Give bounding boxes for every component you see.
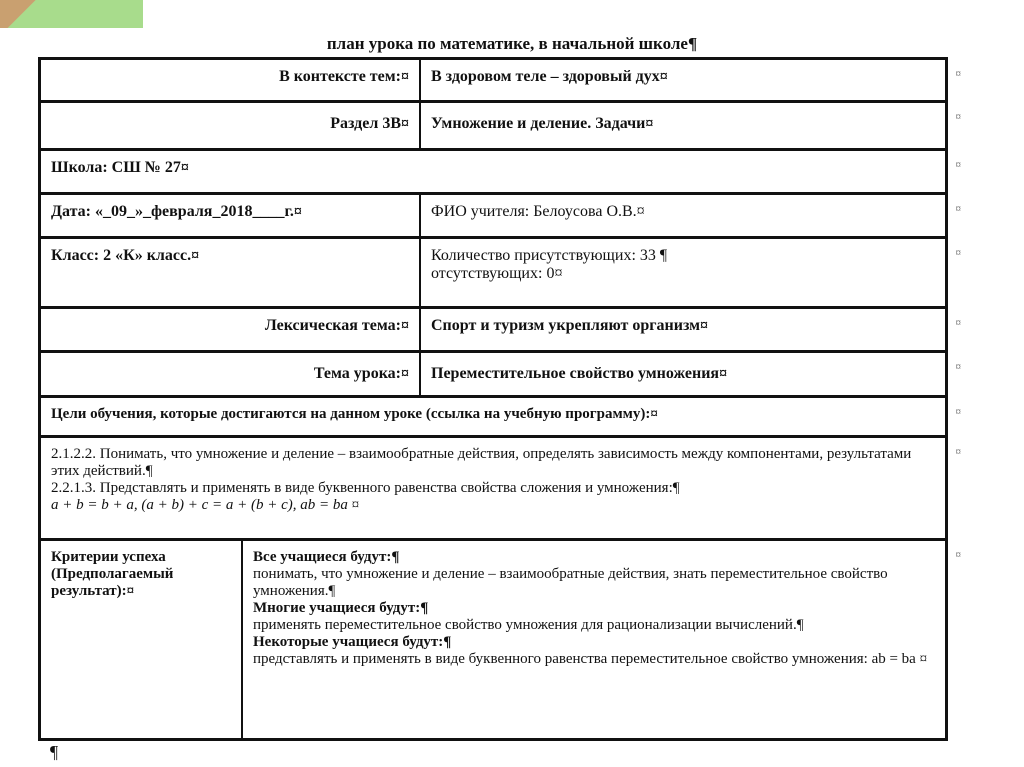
- goals-label: Цели обучения, которые достигаются на данном уроке (ссылка на учебную программу):¤: [51, 406, 658, 422]
- criteria-many-heading: Многие учащиеся будут:¶: [253, 600, 429, 616]
- section-value: Умножение и деление. Задачи¤: [431, 115, 654, 132]
- row-end-mark: ¤: [955, 549, 961, 561]
- school: Школа: СШ № 27¤: [51, 159, 189, 176]
- attendance: [421, 239, 945, 306]
- context-label: В контексте тем:¤: [41, 60, 421, 100]
- topic-value: Переместительное свойство умножения¤: [431, 365, 728, 382]
- row-goals-label: [41, 398, 961, 438]
- paragraph-mark: ¶: [50, 742, 59, 762]
- row-date: [41, 195, 961, 239]
- lesson-plan-table: [38, 57, 961, 741]
- row-end-mark: ¤: [955, 446, 961, 458]
- lexical-label: Лексическая тема:¤: [41, 309, 421, 350]
- row-end-mark: ¤: [955, 406, 961, 418]
- row-school: [41, 151, 961, 195]
- absent-count: отсутствующих: 0¤: [431, 265, 563, 282]
- criteria-some-text: представлять и применять в виде буквенного равенства переместительное свойство умножения: ab = ba ¤: [253, 651, 928, 667]
- row-end-mark: ¤: [955, 159, 961, 171]
- goal-item: 2.2.1.3. Представлять и применять в виде буквенного равенства свойства сложения и умножения:¶: [51, 480, 680, 496]
- criteria-many-text: применять переместительное свойство умножения для рационализации вычислений.¶: [253, 617, 804, 633]
- goal-item: 2.1.2.2. Понимать, что умножение и деление – взаимообратные действия, определять зависимость между компонентами, результатами этих действий.¶: [51, 446, 912, 479]
- teacher: ФИО учителя: Белоусова О.В.¤: [431, 203, 645, 220]
- section-label: Раздел 3В¤: [41, 103, 421, 148]
- topic-label: Тема урока:¤: [41, 353, 421, 395]
- criteria-all-text: понимать, что умножение и деление – взаимообратные действия, знать переместительное свойство умножения.¶: [253, 566, 888, 599]
- row-end-mark: ¤: [955, 203, 961, 215]
- row-end-mark: ¤: [955, 361, 961, 373]
- row-class: [41, 239, 961, 309]
- row-criteria: [41, 541, 961, 738]
- date: Дата: «_09_»_февраля_2018____г.¤: [41, 195, 421, 236]
- criteria-content: [243, 541, 945, 738]
- row-section: [41, 103, 961, 151]
- criteria-some-heading: Некоторые учащиеся будут:¶: [253, 634, 452, 650]
- row-end-mark: ¤: [955, 317, 961, 329]
- row-lexical: [41, 309, 961, 353]
- row-context: [41, 60, 961, 103]
- row-topic: [41, 353, 961, 398]
- class: Класс: 2 «К» класс.¤: [41, 239, 421, 306]
- slide-corner-decoration: [0, 0, 143, 28]
- present-count: Количество присутствующих: 33 ¶: [431, 247, 668, 264]
- criteria-all-heading: Все учащиеся будут:¶: [253, 549, 400, 565]
- row-end-mark: ¤: [955, 68, 961, 80]
- goals-list: [41, 438, 945, 538]
- criteria-label: Критерии успеха (Предполагаемый результат):¤: [41, 541, 243, 738]
- lexical-value: Спорт и туризм укрепляют организм¤: [431, 317, 709, 334]
- row-end-mark: ¤: [955, 247, 961, 259]
- context-value: В здоровом теле – здоровый дух¤: [431, 68, 668, 85]
- row-goals: [41, 438, 961, 541]
- goal-formula: a + b = b + a, (a + b) + c = a + (b + c), ab = ba ¤: [51, 497, 360, 513]
- document-title: план урока по математике, в начальной школе¶: [326, 34, 698, 53]
- row-end-mark: ¤: [955, 111, 961, 123]
